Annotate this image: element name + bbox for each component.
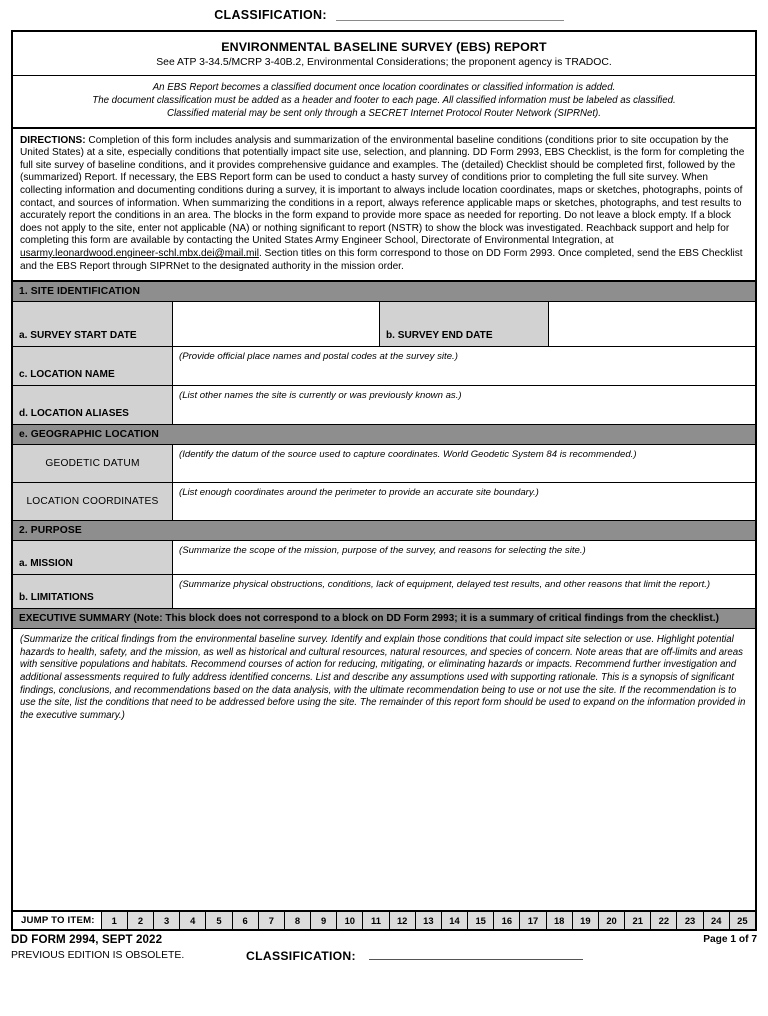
jump-to-item-8[interactable]: 8 [285,912,311,929]
mission-row [13,541,755,575]
section-header-purpose: 2. PURPOSE [13,521,755,541]
geodetic-datum-label: GEODETIC DATUM [13,445,173,482]
jump-to-item-24[interactable]: 24 [704,912,730,929]
jump-to-item-4[interactable]: 4 [180,912,206,929]
geodetic-datum-row [13,445,755,483]
section-header-executive-summary: EXECUTIVE SUMMARY (Note: This block does not correspond to a block on DD Form 2993; it is a summary of critical findings from the checklist.) [13,608,755,629]
footer-classification-input-line[interactable] [369,948,583,960]
location-name-hint: (Provide official place names and postal codes at the survey site.) [179,351,458,363]
limitations-input[interactable] [173,575,755,608]
jump-to-item-bar [13,910,755,929]
notice-line-3: Classified material may be sent only through a SECRET Internet Protocol Router Network (SIPRNet). [167,108,601,120]
survey-end-date-label: b. SURVEY END DATE [380,302,549,346]
footer-classification-label: CLASSIFICATION: [246,949,356,964]
location-coordinates-label: LOCATION COORDINATES [13,483,173,520]
location-aliases-hint: (List other names the site is currently or was previously known as.) [179,390,462,402]
jump-to-item-2[interactable]: 2 [128,912,154,929]
executive-summary-hint: (Summarize the critical findings from the environmental baseline survey. Identify and explain those conditions that could impact site selection or use. Highlight potential hazards to health, safety, and the mission, as well as historical and cultural resources, natural resources, and species of concern. Note areas that are off-limits and areas with sensitive populations and habitats. Recommend courses of action for reducing, mitigating, or eliminating hazards or impacts. Recommend further investigation and additional assessments required to fully address identified concerns. List and describe any assumptions used with supporting rationale. This is a synopsis of significant findings, conclusions, and recommendations based on the data analysis, with the ultimate recommendation being to use or not use the site. If the recommendation is to use the site, list the conditions that need to be addressed before using the site. The remainder of this report form should be used to expand on the information provided in the executive summary.) [20,634,746,721]
survey-end-date-input[interactable] [549,302,755,346]
location-name-label: c. LOCATION NAME [13,347,173,385]
jump-to-item-5[interactable]: 5 [206,912,232,929]
form-title: ENVIRONMENTAL BASELINE SURVEY (EBS) REPORT [221,40,547,54]
form-subtitle: See ATP 3-34.5/MCRP 3-40B.2, Environmental Considerations; the proponent agency is TRADOC. [156,57,612,68]
jump-to-item-7[interactable]: 7 [259,912,285,929]
jump-to-item-10[interactable]: 10 [337,912,363,929]
location-name-input[interactable] [173,347,755,385]
jump-to-item-14[interactable]: 14 [442,912,468,929]
jump-to-item-15[interactable]: 15 [468,912,494,929]
jump-to-item-11[interactable]: 11 [363,912,389,929]
jump-to-item-17[interactable]: 17 [520,912,546,929]
classification-notice [13,76,755,129]
directions-email-link[interactable]: usarmy.leonardwood.engineer-schl.mbx.dei@mail.mil [20,247,259,259]
jump-to-item-label: JUMP TO ITEM: [13,912,102,929]
classification-input-line[interactable] [336,9,564,21]
jump-to-item-16[interactable]: 16 [494,912,520,929]
mission-hint: (Summarize the scope of the mission, purpose of the survey, and reasons for selecting the site.) [179,545,586,557]
survey-start-date-input[interactable] [173,302,380,346]
jump-to-item-9[interactable]: 9 [311,912,337,929]
geodetic-datum-hint: (Identify the datum of the source used to capture coordinates. World Geodetic System 84 is recommended.) [179,449,637,461]
survey-dates-row [13,302,755,347]
jump-to-item-23[interactable]: 23 [677,912,703,929]
directions-label: DIRECTIONS: [20,134,86,146]
jump-to-item-18[interactable]: 18 [547,912,573,929]
jump-to-item-12[interactable]: 12 [390,912,416,929]
jump-to-item-6[interactable]: 6 [233,912,259,929]
location-aliases-input[interactable] [173,386,755,424]
location-coordinates-hint: (List enough coordinates around the perimeter to provide an accurate site boundary.) [179,487,539,499]
geodetic-datum-input[interactable] [173,445,755,482]
jump-to-item-1[interactable]: 1 [102,912,128,929]
limitations-label: b. LIMITATIONS [13,575,173,608]
mission-label: a. MISSION [13,541,173,574]
subsection-header-geographic-location: e. GEOGRAPHIC LOCATION [13,425,755,445]
location-coordinates-row [13,483,755,521]
form-frame [11,30,757,931]
location-coordinates-input[interactable] [173,483,755,520]
footer-previous-edition: PREVIOUS EDITION IS OBSOLETE. [11,950,185,962]
executive-summary-input[interactable] [13,629,755,910]
footer-form-name: DD FORM 2994, SEPT 2022 [11,933,163,947]
directions-block [13,129,755,283]
classification-header [11,0,757,30]
location-aliases-row [13,386,755,425]
jump-to-item-20[interactable]: 20 [599,912,625,929]
form-title-block [13,32,755,76]
executive-summary-blank-area[interactable] [13,728,755,910]
survey-start-date-label: a. SURVEY START DATE [13,302,173,346]
jump-to-item-3[interactable]: 3 [154,912,180,929]
jump-to-item-25[interactable]: 25 [730,912,755,929]
mission-input[interactable] [173,541,755,574]
footer-classification [246,948,583,963]
limitations-hint: (Summarize physical obstructions, conditions, lack of equipment, delayed test results, and other reasons that limit the report.) [179,579,711,591]
jump-to-item-21[interactable]: 21 [625,912,651,929]
notice-line-1: An EBS Report becomes a classified document once location coordinates or classified information is added. [152,82,616,93]
limitations-row [13,575,755,608]
page-footer [11,933,757,973]
section-header-site-identification: 1. SITE IDENTIFICATION [13,282,755,302]
classification-label: CLASSIFICATION: [214,8,327,22]
directions-text-part1: Completion of this form includes analysis and summarization of the environmental baseline conditions (conditions prior to site occupation by the United States) at a site, especially conditions that potentially impact site use, selection, and planning. DD Form 2993, EBS Checklist, is the form for completing the full site survey of baseline conditions, and it provides comprehensive guidance and examples. The (detailed) Checklist should be completed first, followed by the (summarized) Report. If necessary, the EBS Report form can be used to conduct a hasty survey of conditions prior to completing the full site survey. When collecting information and documenting conditions during a survey, it is important to always include location coordinates, maps or sketches, photographs, points of contact, and sources of information. When summarizing the conditions in a report, always reference applicable maps or sketches, photographs, and test results to accurately report the conditions in an area. The blocks in the form expand to provide more space as needed for reporting. Do not leave a block empty. If a block does not apply to the site, enter not applicable (NA) or nothing significant to report (NSTR) to show the block was investigated. Reachback support and help for completing this form are available by contacting the United States Army Engineer School, Directorate of Environmental Integration, at [20,134,745,247]
jump-to-item-19[interactable]: 19 [573,912,599,929]
jump-to-item-22[interactable]: 22 [651,912,677,929]
jump-to-item-13[interactable]: 13 [416,912,442,929]
notice-line-2: The document classification must be added as a header and footer to each page. All classified information must be labeled as classified. [92,95,676,107]
directions-text-part2: . Section titles on this form correspond to those on DD Form 2993. Once completed, send the EBS Checklist and the EBS Report through SIPRNet to the designated authority in the mission order. [20,247,743,272]
location-name-row [13,347,755,386]
footer-page-number: Page 1 of 7 [703,934,757,946]
location-aliases-label: d. LOCATION ALIASES [13,386,173,424]
